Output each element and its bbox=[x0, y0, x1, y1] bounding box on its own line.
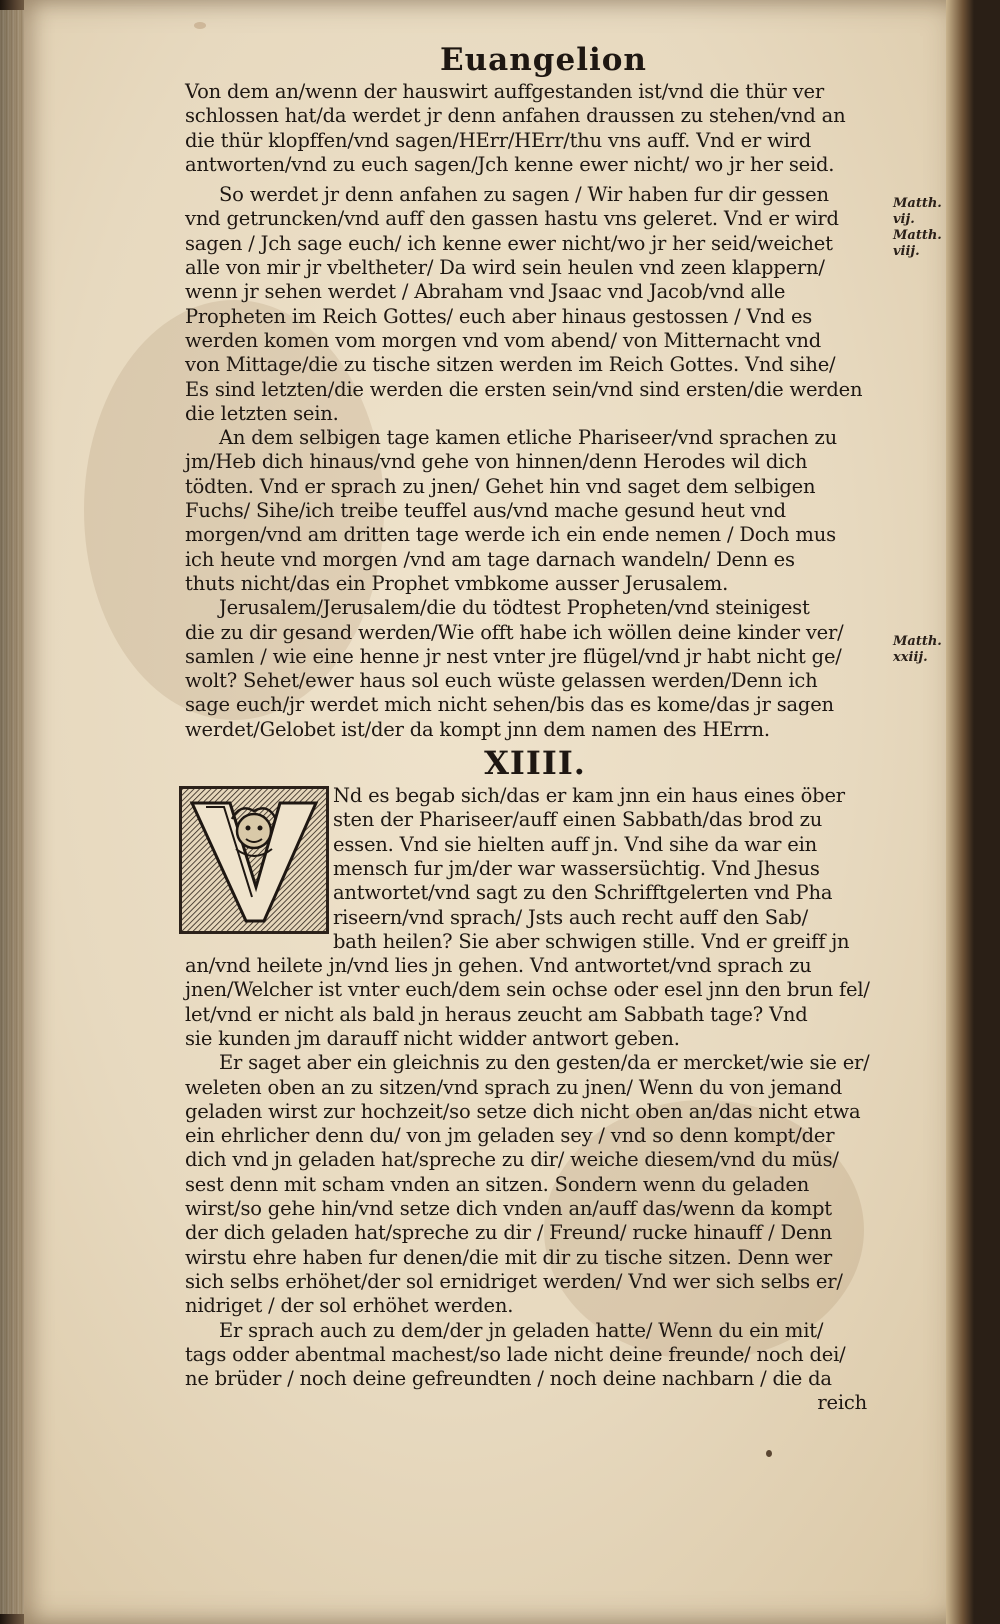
text-line: let/vnd er nicht als bald jn heraus zeucht am Sabbath tage? Vnd bbox=[185, 1002, 808, 1026]
text-line: essen. Vnd sie hielten auff jn. Vnd sihe da war ein bbox=[333, 832, 818, 856]
text-line: geladen wirst zur hochzeit/so setze dich nicht oben an/das nicht etwa bbox=[185, 1099, 861, 1123]
text-line: Er saget aber ein gleichnis zu den gesten/da er mercket/wie sie er/ bbox=[219, 1051, 870, 1075]
text-line: alle von mir jr vbeltheter/ Da wird sein heulen vnd zeen klappern/ bbox=[185, 256, 825, 280]
text-line: sage euch/jr werdet mich nicht sehen/bis das es kome/das jr sagen bbox=[185, 693, 834, 717]
text-line: wolt? Sehet/ewer haus sol euch wüste gelassen werden/Denn ich bbox=[185, 669, 818, 693]
text-line: bath heilen? Sie aber schwigen stille. Vnd er greiff jn bbox=[333, 929, 850, 953]
text-line: schlossen hat/da werdet jr denn anfahen draussen zu stehen/vnd an bbox=[185, 104, 846, 128]
text-line: vnd getruncken/vnd auff den gassen hastu vns geleret. Vnd er wird bbox=[185, 207, 839, 231]
chapter-opening bbox=[185, 784, 885, 954]
text-line: die thür klopffen/vnd sagen/HErr/HErr/thu vns auff. Vnd er wird bbox=[185, 128, 812, 152]
margin-note-matthew-23 bbox=[893, 634, 942, 666]
text-line: nidriget / der sol erhöhet werden. bbox=[185, 1294, 514, 1318]
text-line: Nd es begab sich/das er kam jnn ein haus eines öber bbox=[333, 784, 845, 808]
text-line: thuts nicht/das ein Prophet vmbkome ausser Jerusalem. bbox=[185, 571, 729, 595]
text-line: Von dem an/wenn der hauswirt auffgestanden ist/vnd die thür ver bbox=[185, 80, 824, 103]
main-text-column bbox=[185, 80, 885, 1416]
paper-spot bbox=[194, 22, 206, 29]
text-line: die zu dir gesand werden/Wie offt habe ich wöllen deine kinder ver/ bbox=[185, 620, 844, 644]
paragraph-jerusalem bbox=[185, 596, 885, 742]
text-line: riseern/vnd sprach/ Jsts auch recht auff den Sab/ bbox=[333, 905, 808, 929]
text-line: wenn jr sehen werdet / Abraham vnd Jsaac vnd Jacob/vnd alle bbox=[185, 280, 786, 304]
paragraph-sabbath-rest bbox=[185, 954, 885, 1051]
text-line: weleten oben an zu sitzen/vnd sprach zu jnen/ Wenn du von jemand bbox=[185, 1075, 842, 1099]
text-line: tags odder abentmal machest/so lade nicht deine freunde/ noch dei/ bbox=[185, 1342, 846, 1366]
chapter-heading: XIIII. bbox=[484, 744, 586, 783]
text-line: mensch fur jm/der war wassersüchtig. Vnd Jhesus bbox=[333, 856, 820, 880]
margin-note-matthew-7-8 bbox=[893, 196, 942, 260]
running-title: Euangelion bbox=[440, 42, 647, 78]
decorated-initial-letter bbox=[179, 786, 329, 934]
text-line: sest denn mit scham vnden an sitzen. Sondern wenn du geladen bbox=[185, 1172, 810, 1196]
catchword: reich bbox=[817, 1391, 867, 1415]
text-line: sten der Phariseer/auff einen Sabbath/das brod zu bbox=[333, 808, 823, 832]
text-line: jnen/Welcher ist vnter euch/dem sein ochse oder esel jnn den brun fel/ bbox=[185, 978, 870, 1002]
text-line: wirst/so gehe hin/vnd setze dich vnden an/auff das/wenn da kompt bbox=[185, 1197, 832, 1221]
text-line: morgen/vnd am dritten tage werde ich ein ende nemen / Doch mus bbox=[185, 523, 836, 547]
paragraph-herod bbox=[185, 426, 885, 596]
text-line: Propheten im Reich Gottes/ euch aber hinaus gestossen / Vnd es bbox=[185, 304, 813, 328]
text-line: der dich geladen hat/spreche zu dir / Freund/ rucke hinauff / Denn bbox=[185, 1221, 832, 1245]
page-gutter bbox=[946, 0, 974, 1624]
paragraph-continuation bbox=[185, 80, 885, 177]
initial-v-woodcut bbox=[182, 789, 326, 931]
margin-note-line: Matth. bbox=[893, 196, 942, 211]
text-line: ein ehrlicher denn du/ von jm geladen sey / vnd so denn kompt/der bbox=[185, 1124, 835, 1148]
text-line: ich heute vnd morgen /vnd am tage darnach wandeln/ Denn es bbox=[185, 547, 795, 571]
text-line: sie kunden jm darauff nicht widder antwort geben. bbox=[185, 1026, 680, 1050]
text-line: Jerusalem/Jerusalem/die du tödtest Propheten/vnd steinigest bbox=[219, 596, 810, 620]
paragraph-banquet bbox=[185, 1319, 885, 1392]
text-line: Es sind letzten/die werden die ersten sein/vnd sind ersten/die werden bbox=[185, 377, 863, 401]
paragraph-parable-guests bbox=[185, 1051, 885, 1318]
text-line: werdet/Gelobet ist/der da kompt jnn dem namen des HErrn. bbox=[185, 717, 770, 741]
text-line: Fuchs/ Sihe/ich treibe teuffel aus/vnd mache gesund heut vnd bbox=[185, 499, 786, 523]
paragraph-last-first bbox=[185, 183, 885, 426]
margin-note-line: xxiij. bbox=[893, 650, 928, 665]
text-line: An dem selbigen tage kamen etliche Phariseer/vnd sprachen zu bbox=[219, 426, 837, 450]
margin-note-line: viij. bbox=[893, 244, 920, 259]
text-line: werden komen vom morgen vnd vom abend/ von Mitternacht vnd bbox=[185, 328, 822, 352]
text-line: die letzten sein. bbox=[185, 401, 339, 425]
margin-note-line: Matth. bbox=[893, 228, 942, 243]
text-line: tödten. Vnd er sprach zu jnen/ Gehet hin vnd saget dem selbigen bbox=[185, 474, 816, 498]
text-line: dich vnd jn geladen hat/spreche zu dir/ weiche diesem/vnd du müs/ bbox=[185, 1148, 839, 1172]
page-stack-edge bbox=[0, 10, 26, 1614]
text-line: antwortet/vnd sagt zu den Schrifftgelerten vnd Pha bbox=[333, 881, 833, 905]
text-line: jm/Heb dich hinaus/vnd gehe von hinnen/denn Herodes wil dich bbox=[185, 450, 808, 474]
text-line: samlen / wie eine henne jr nest vnter jre flügel/vnd jr habt nicht ge/ bbox=[185, 644, 842, 668]
text-line: an/vnd heilete jn/vnd lies jn gehen. Vnd antwortet/vnd sprach zu bbox=[185, 954, 812, 978]
text-line: von Mittage/die zu tische sitzen werden im Reich Gottes. Vnd sihe/ bbox=[185, 353, 836, 377]
text-line: sagen / Jch sage euch/ ich kenne ewer nicht/wo jr her seid/weichet bbox=[185, 231, 833, 255]
text-line: sich selbs erhöhet/der sol ernidriget werden/ Vnd wer sich selbs er/ bbox=[185, 1269, 843, 1293]
text-line: antworten/vnd zu euch sagen/Jch kenne ewer nicht/ wo jr her seid. bbox=[185, 152, 835, 176]
text-line: wirstu ehre haben fur denen/die mit dir zu tische sitzen. Denn wer bbox=[185, 1245, 833, 1269]
text-line: Er sprach auch zu dem/der jn geladen hatte/ Wenn du ein mit/ bbox=[219, 1318, 824, 1342]
ink-dot bbox=[766, 1450, 772, 1457]
margin-note-line: vij. bbox=[893, 212, 915, 227]
margin-note-line: Matth. bbox=[893, 634, 942, 649]
text-line: So werdet jr denn anfahen zu sagen / Wir haben fur dir gessen bbox=[219, 183, 829, 207]
text-line: ne brüder / noch deine gefreundten / noch deine nachbarn / die da bbox=[185, 1367, 832, 1391]
